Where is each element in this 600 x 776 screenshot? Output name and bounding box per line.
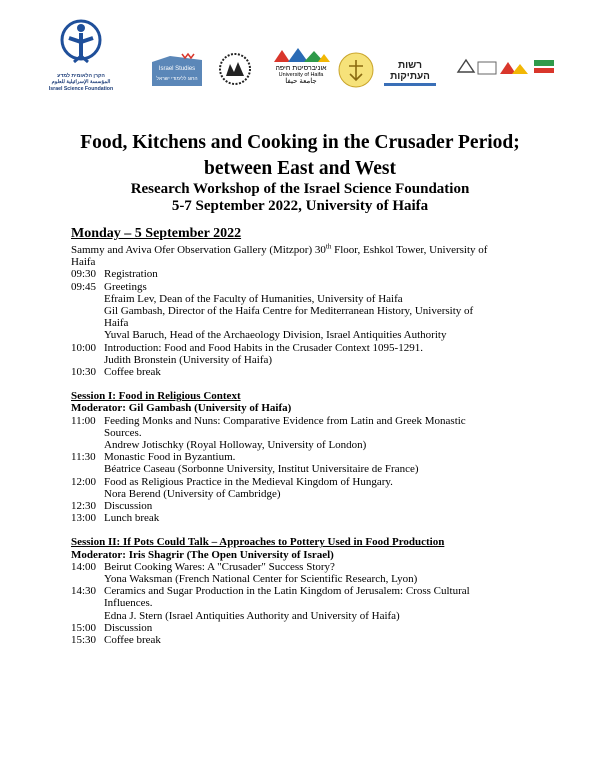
university-of-haifa-logo <box>270 46 332 86</box>
schedule-item <box>71 585 571 597</box>
schedule-item <box>71 366 571 378</box>
item-time: 14:00 <box>71 560 97 573</box>
item-title: Registration <box>104 268 158 281</box>
partner-logos-icon <box>454 56 558 78</box>
session-1-moderator: Moderator: Gil Gambash (University of Haifa) <box>71 402 292 415</box>
venue-text-a: Sammy and Aviva Ofer Observation Gallery (Mitzpor) 30 <box>71 244 326 256</box>
item-title: Food as Religious Practice in the Medieval Kingdom of Hungary. <box>104 475 393 488</box>
item-title: Monastic Food in Byzantium. <box>104 451 236 464</box>
schedule-item <box>71 268 571 280</box>
haifa-emblem-icon <box>270 46 332 62</box>
item-detail: Gil Gambash, Director of the Haifa Centre for Mediterranean History, University of <box>104 305 474 318</box>
item-time: 14:30 <box>71 585 97 598</box>
israel-studies-name: Israel Studies <box>158 66 196 72</box>
item-time: 15:00 <box>71 621 97 634</box>
schedule-item <box>71 512 571 524</box>
programme <box>71 226 571 646</box>
item-detail: Yuval Baruch, Head of the Archaeology Division, Israel Antiquities Authority <box>104 329 447 342</box>
schedule-item <box>71 561 571 573</box>
isf-logo <box>40 18 122 92</box>
session-2-moderator: Moderator: Iris Shagrir (The Open University of Israel) <box>71 548 334 561</box>
item-time: 13:00 <box>71 512 97 525</box>
item-time: 12:00 <box>71 475 97 488</box>
item-title: Ceramics and Sugar Production in the Latin Kingdom of Jerusalem: Cross Cultural <box>104 585 470 598</box>
isf-emblem-icon <box>59 18 103 68</box>
item-detail: Andrew Jotischky (Royal Holloway, University of London) <box>104 439 367 452</box>
item-detail: Nora Berend (University of Cambridge) <box>104 487 281 500</box>
schedule-item <box>71 634 571 646</box>
item-title: Introduction: Food and Food Habits in the Crusader Context 1095-1291. <box>104 341 423 354</box>
haifa-name-hebrew: אוניברסיטת חיפה <box>275 65 327 72</box>
haifa-name-english: University of Haifa <box>278 72 324 78</box>
israel-studies-logo <box>152 52 202 89</box>
schedule-item <box>71 415 571 427</box>
item-title: Discussion <box>104 621 153 634</box>
schedule-item <box>71 451 571 463</box>
item-detail: Haifa <box>104 317 129 330</box>
item-title: Greetings <box>104 280 147 293</box>
item-detail: Edna J. Stern (Israel Antiquities Authority and University of Haifa) <box>104 609 400 622</box>
item-detail: Yona Waksman (French National Center for Scientific Research, Lyon) <box>104 573 418 586</box>
item-time: 10:30 <box>71 366 97 379</box>
item-time: 12:30 <box>71 500 97 513</box>
item-time: 11:30 <box>71 451 96 464</box>
item-time: 09:30 <box>71 268 97 281</box>
session-1-title: Session I: Food in Religious Context <box>71 390 241 403</box>
seal-logo-icon <box>338 52 374 88</box>
item-time: 09:45 <box>71 280 97 293</box>
item-title: Coffee break <box>104 366 161 379</box>
antiquities-authority-logo <box>384 60 436 90</box>
item-time: 15:30 <box>71 634 97 647</box>
isf-name-english: Israel Science Foundation <box>48 85 114 92</box>
item-title: Feeding Monks and Nuns: Comparative Evidence from Latin and Greek Monastic <box>104 414 466 427</box>
item-detail: Sources. <box>104 426 142 439</box>
title-line-1: Food, Kitchens and Cooking in the Crusader Period; <box>80 132 520 153</box>
haifa-name-arabic: جامعة حيفا <box>285 78 317 85</box>
isf-name-arabic: المؤسسة الإسرائيلية للعلوم <box>51 79 111 86</box>
israel-studies-subtitle: החוג ללימודי ישראל <box>156 76 198 82</box>
iaa-name-hebrew: רשות העתיקות <box>390 60 430 82</box>
item-time: 10:00 <box>71 341 97 354</box>
item-title: Discussion <box>104 500 153 513</box>
logo-bar <box>40 18 570 114</box>
venue-line-2: Haifa <box>71 256 96 269</box>
item-detail: Efraim Lev, Dean of the Faculty of Humanities, University of Haifa <box>104 292 403 305</box>
venue-superscript: th <box>325 242 332 251</box>
venue-text-b: Floor, Eshkol Tower, University of <box>331 244 488 256</box>
schedule-item <box>71 342 571 354</box>
subtitle-workshop: Research Workshop of the Israel Science Foundation <box>130 181 470 197</box>
schedule-item <box>71 500 571 512</box>
mediterranean-centre-logo-icon <box>218 52 252 86</box>
subtitle-dates: 5-7 September 2022, University of Haifa <box>171 198 429 214</box>
item-detail: Béatrice Caseau (Sorbonne University, Institut Universitaire de France) <box>104 463 419 476</box>
item-title: Beirut Cooking Wares: A "Crusader" Success Story? <box>104 560 335 573</box>
schedule-item <box>71 622 571 634</box>
isf-name-hebrew: הקרן הלאומית למדע <box>57 73 105 79</box>
session-2-title: Session II: If Pots Could Talk – Approaches to Pottery Used in Food Production <box>71 536 445 549</box>
venue <box>71 244 571 256</box>
item-title: Lunch break <box>104 512 160 525</box>
item-time: 11:00 <box>71 414 96 427</box>
item-title: Coffee break <box>104 634 161 647</box>
schedule-item <box>71 476 571 488</box>
title-line-2: between East and West <box>204 158 396 179</box>
day-heading: Monday – 5 September 2022 <box>71 226 242 241</box>
item-detail: Judith Bronstein (University of Haifa) <box>104 353 273 366</box>
schedule-item <box>71 281 571 293</box>
item-detail: Influences. <box>104 597 153 610</box>
iaa-bar-icon <box>384 82 436 87</box>
